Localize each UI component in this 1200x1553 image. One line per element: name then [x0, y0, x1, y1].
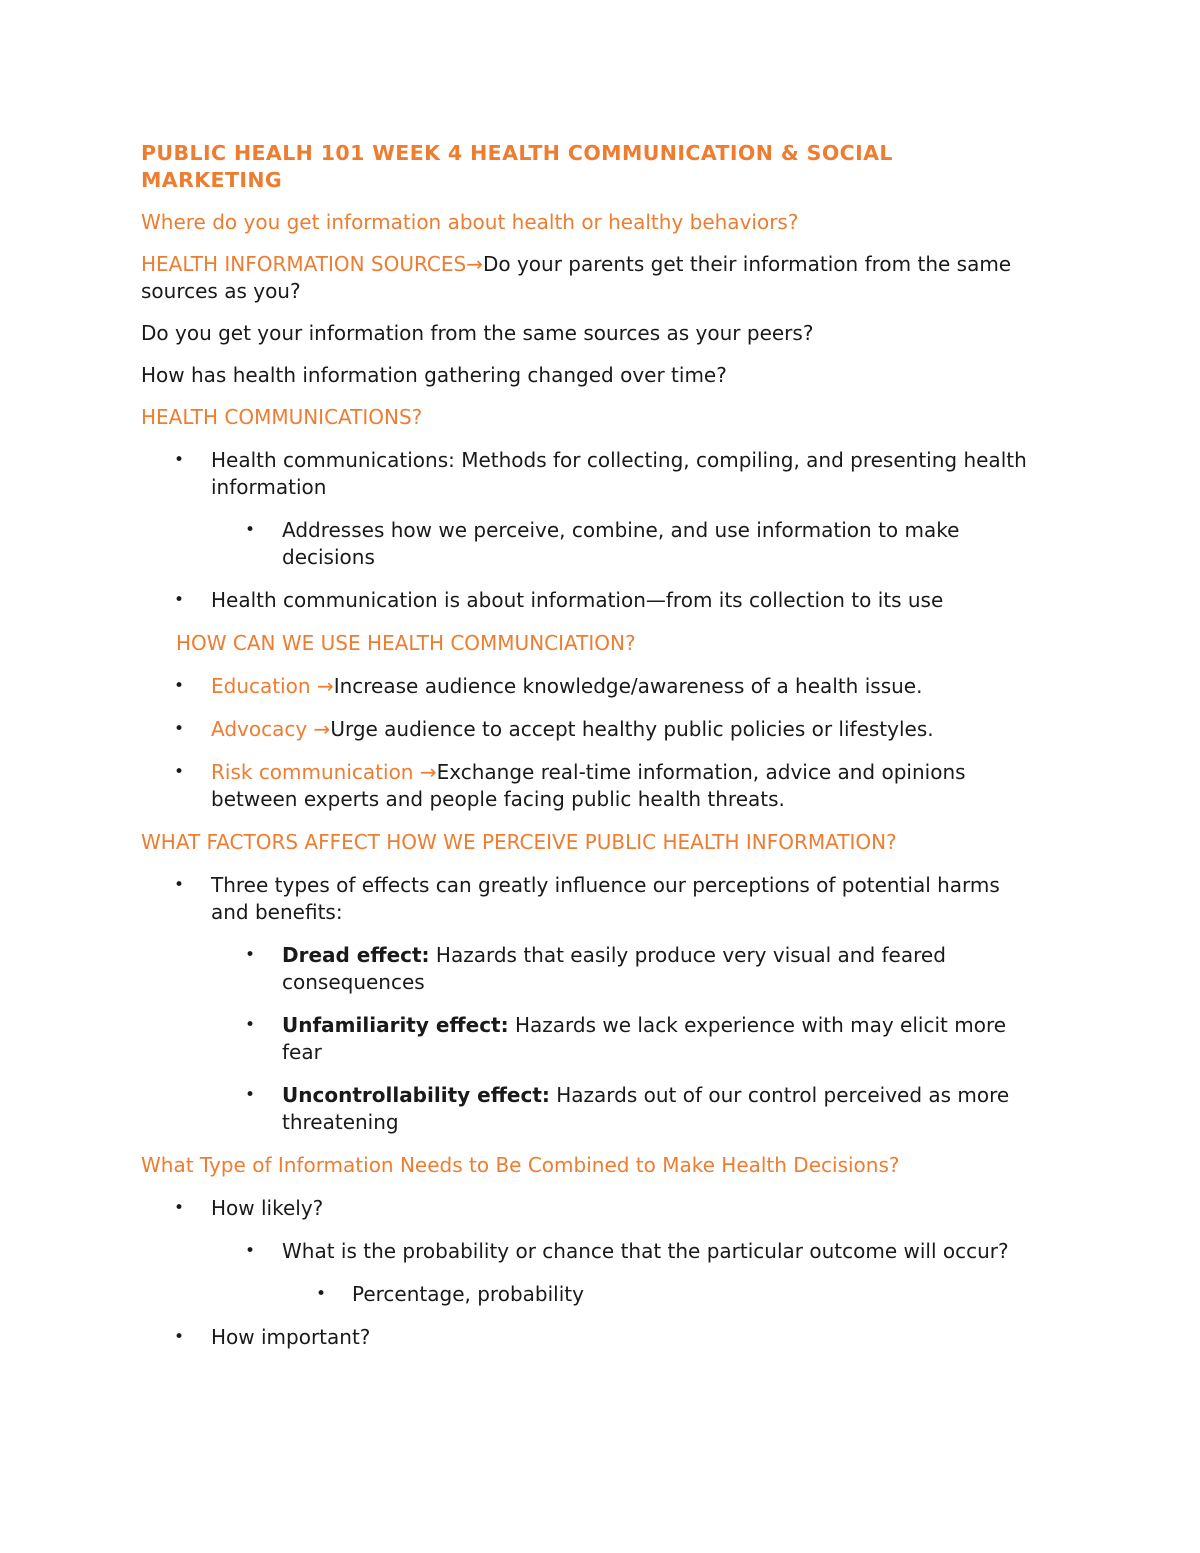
probability-question: • What is the probability or chance that the particular outcome will occur? — [141, 1238, 1041, 1265]
factors-heading: WHAT FACTORS AFFECT HOW WE PERCEIVE PUBLIC HEALTH INFORMATION? — [141, 830, 897, 854]
peers-question: Do you get your information from the same sources as your peers? — [141, 321, 814, 345]
sources-text: Do your parents get their information from the same sources as you? — [141, 252, 1012, 303]
sources-paragraph — [141, 251, 1041, 305]
factors-intro: • Three types of effects can greatly influence our perceptions of potential harms and benefits: — [141, 872, 1041, 926]
effect-item-dread — [141, 942, 1041, 996]
right-arrow-icon: → — [419, 760, 437, 784]
decisions-heading: What Type of Information Needs to Be Combined to Make Health Decisions? — [141, 1153, 900, 1177]
health-comms-item: • Health communication is about information—from its collection to its use — [141, 587, 1041, 614]
how-likely-item: • How likely? — [141, 1195, 1041, 1222]
use-text: Exchange real-time information, advice and opinions between experts and people facing public health threats. — [211, 760, 966, 811]
use-label: Education — [211, 674, 317, 698]
uses-heading: HOW CAN WE USE HEALTH COMMUNCIATION? — [176, 631, 636, 655]
health-comms-subitem: • Addresses how we perceive, combine, and use information to make decisions — [141, 517, 1041, 571]
right-arrow-icon: → — [316, 674, 334, 698]
use-label: Risk communication — [211, 760, 420, 784]
use-item-risk-communication — [141, 759, 1041, 813]
use-item-advocacy — [141, 716, 1041, 743]
sources-label: HEALTH INFORMATION SOURCES — [141, 252, 467, 276]
right-arrow-icon: → — [466, 252, 483, 276]
effect-term: Dread effect: — [282, 943, 430, 967]
gathering-question: How has health information gathering changed over time? — [141, 363, 727, 387]
use-label: Advocacy — [211, 717, 314, 741]
document-page — [141, 140, 1041, 1367]
effect-item-uncontrollability — [141, 1082, 1041, 1136]
use-text: Increase audience knowledge/awareness of a health issue. — [333, 674, 923, 698]
right-arrow-icon: → — [313, 717, 331, 741]
health-comms-item: • Health communications: Methods for collecting, compiling, and presenting health information — [141, 447, 1041, 501]
effect-term: Uncontrollability effect: — [282, 1083, 550, 1107]
effect-text: Hazards out of our control perceived as more threatening — [282, 1083, 1010, 1134]
effect-text: Hazards we lack experience with may elicit more fear — [282, 1013, 1007, 1064]
probability-answer: • Percentage, probability — [141, 1281, 1041, 1308]
effect-item-unfamiliarity — [141, 1012, 1041, 1066]
use-item-education — [141, 673, 1041, 700]
effect-term: Unfamiliarity effect: — [282, 1013, 509, 1037]
use-text: Urge audience to accept healthy public policies or lifestyles. — [330, 717, 934, 741]
intro-question: Where do you get information about health or healthy behaviors? — [141, 210, 799, 234]
document-title: PUBLIC HEALH 101 WEEK 4 HEALTH COMMUNICATION & SOCIAL MARKETING — [141, 141, 893, 192]
health-comms-heading: HEALTH COMMUNICATIONS? — [141, 405, 423, 429]
effect-text: Hazards that easily produce very visual and feared consequences — [282, 943, 946, 994]
how-important-item: • How important? — [141, 1324, 1041, 1351]
